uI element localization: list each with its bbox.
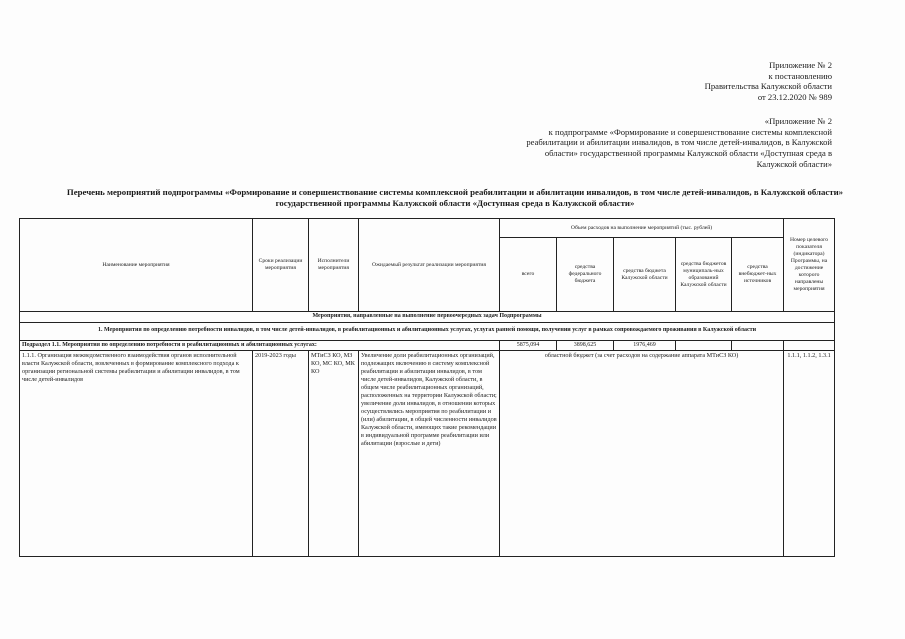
appendix-line: «Приложение № 2: [764, 116, 832, 126]
header-indicator: Номер целевого показателя (индикатора) Программы, на достижение которого направлены мероприятия: [784, 219, 835, 312]
appendix-line: области» государственной программы Калужской области «Доступная среда в: [544, 148, 832, 159]
header-total: всего: [500, 238, 557, 312]
appendix-block: [492, 60, 832, 103]
header-result: Ожидаемый результат реализации мероприятия: [359, 219, 500, 312]
header-expenses: Объем расходов на выполнение мероприятий (тыс. рублей): [500, 219, 784, 238]
subsection-offbudget: [732, 340, 784, 351]
document-title: Перечень мероприятий подпрограммы «Формирование и совершенствование системы комплексной реабилитации и абилитации инвалидов, в том числе детей-инвалидов, в Калужской области» государственной программы Калужской области «Доступная среда в Калужской области»: [66, 187, 844, 208]
subsection-label: Подраздел 1.1. Мероприятия по определению потребности в реабилитационных и абилитационных услугах:: [20, 340, 500, 351]
header-offbudget: средства внебюджет-ных источников: [732, 238, 784, 312]
activity-indicator: 1.1.1, 1.1.2, 1.3.1: [784, 351, 835, 557]
appendix-line: к постановлению: [768, 70, 832, 81]
activity-terms: 2019-2023 годы: [253, 351, 309, 557]
activity-result: Увеличение доли реабилитационных организаций, подлежащих включению в систему комплексной реабилитации и абилитации инвалидов, в том числе детей-инвалидов, Калужской области, в общем числе реабилитационных организаций, расположенных на территории Калужской области; увеличение доли инвалидов, в отношении которых осуществлялись мероприятия по реабилитации и (или) абилитации, в общей численности инвалидов Калужской области, имеющих такие рекомендации в индивидуальной программе реабилитации или абилитации (взрослые и дети): [359, 351, 500, 557]
appendix-line: Правительства Калужской области: [704, 81, 832, 92]
subsection-indicator: [784, 340, 835, 351]
subsection-municipal: [676, 340, 732, 351]
appendix-line: от 23.12.2020 № 989: [757, 92, 832, 103]
header-terms: Сроки реализации мероприятия: [253, 219, 309, 312]
subsection-federal: 3898,625: [557, 340, 614, 351]
activity-name: 1.1.1. Организация межведомственного взаимодействия органов исполнительной власти Калужской области, вовлеченных в формирование комплексного подхода к организации региональной системы реабилитации и абилитации инвалидов, в том числе детей-инвалидов: [20, 351, 253, 557]
appendix-line: Приложение № 2: [769, 60, 832, 70]
section-row: Мероприятия, направленные на выполнение первоочередных задач Подпрограммы: [20, 312, 835, 323]
header-federal: средства федерального бюджета: [557, 238, 614, 312]
appendix-line: Калужской области»: [756, 158, 832, 169]
activity-funding: областной бюджет (за счет расходов на содержание аппарата МТиСЗ КО): [500, 351, 784, 557]
activities-table: [19, 218, 835, 557]
subprogram-appendix-block: [492, 116, 832, 170]
header-municipal: средства бюджетов муниципаль-ных образований Калужской области: [676, 238, 732, 312]
appendix-line: реабилитации и абилитации инвалидов, в том числе детей-инвалидов, в Калужской: [526, 137, 832, 148]
subsection-regional: 1976,469: [614, 340, 676, 351]
header-name: Наименование мероприятия: [20, 219, 253, 312]
header-regional: средства бюджета Калужской области: [614, 238, 676, 312]
group-row: 1. Мероприятия по определению потребности инвалидов, в том числе детей-инвалидов, в реабилитационных и абилитационных услугах, услугах ранней помощи, получении услуг в рамках сопровождаемого проживания в Калужской области: [20, 322, 835, 340]
activity-executors: МТиСЗ КО, МЗ КО, МС КО, МК КО: [309, 351, 359, 557]
appendix-line: к подпрограмме «Формирование и совершенствование системы комплексной: [548, 126, 832, 137]
header-executors: Исполнители мероприятия: [309, 219, 359, 312]
subsection-total: 5875,094: [500, 340, 557, 351]
